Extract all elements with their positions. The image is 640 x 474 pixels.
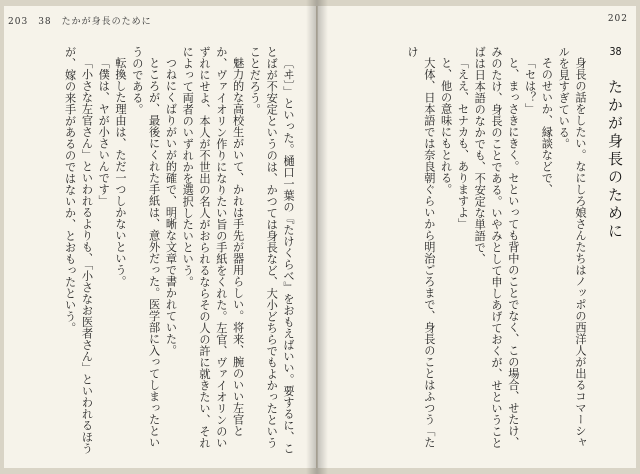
right-page (318, 6, 636, 468)
paragraph: つねにくばりがいが的確で、明晰な文章で書かれていた。 (164, 57, 178, 357)
right-page-number: 202 (607, 14, 628, 24)
book-gutter-shadow (306, 0, 328, 474)
right-body-text (348, 46, 588, 456)
paragraph: そのせいか、縁談などで、 (540, 57, 554, 196)
left-chapter-number: 38 (38, 17, 52, 27)
left-body-text (14, 46, 296, 456)
paragraph: 魅力的な高校生がいて、かれは手先が器用らしい。将来、腕のいい左官とか、ヴァイオリン作りになりたい旨の手紙をくれた。左官、ヴァイオリンのいずれにせよ、本人が不世出の名人がおられるならその人の許に就きたい、それによって両者のいずれかを選択したいという。 (181, 46, 245, 449)
paragraph: ところが、最後にくれた手紙は、意外だった。医学部に入ってしまったというのである。 (130, 46, 161, 449)
paragraph: と、他の意味にもとれる。 (439, 57, 453, 196)
chapter-heading (605, 46, 626, 446)
paragraph: 転換した理由は、ただ一つしかないという。 (114, 57, 128, 288)
paragraph: 「僕は、ヤが小さいんです」 (97, 57, 111, 207)
paragraph: と、まっさきにきく。セといっても背中のことでなく、この場合、せたけ、みのたけ、身長のことである。いやみとして申しあげておくが、せということばは日本語のなかでも、不安定な単語で、 (473, 46, 520, 449)
chapter-number: 38 (609, 46, 622, 57)
paragraph: 「ええ、セナカも、ありますよ」 (456, 57, 470, 230)
left-page-number: 203 (8, 17, 29, 27)
left-running-title: たかが身長のために (61, 17, 152, 27)
chapter-title: たかが身長のために (606, 78, 624, 241)
paragraph: 「セは？」 (523, 57, 537, 115)
paragraph: 大体、日本語では奈良朝ぐらいから明治ごろまで、身長のことはふつう「たけ (406, 46, 436, 449)
paragraph: 〔ヰ〕」といった。樋口一葉の『たけくらべ』をおもえばいい。要するに、ことばが不安定というのは、かつては身長など、大小どちらでもよかったということだろう。 (248, 46, 295, 455)
left-running-header (8, 14, 162, 27)
paragraph: 身長の話をしたい。なにしろ娘さんたちはノッポの西洋人が出るコマーシャルを見すぎている。 (557, 46, 587, 449)
left-page (4, 6, 317, 468)
paragraph: 「小さな左官さん」といわれるよりも、「小さなお医者さん」といわれるほうが、嫁の来手があるのではないか、とおもったという。 (63, 46, 94, 455)
